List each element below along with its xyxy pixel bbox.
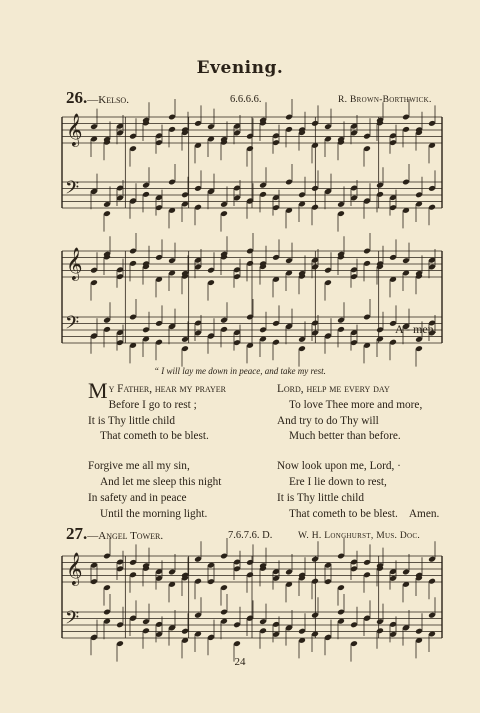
verse-line: And let me sleep this night <box>100 475 222 488</box>
hymn-27-tune: —Angel Tower. <box>87 530 164 542</box>
verse-line: Before I go to rest ; <box>108 398 197 411</box>
verse-line: That cometh to be blest. <box>100 430 209 443</box>
hymn-26-column-2 <box>277 382 439 522</box>
verse-line: Until the morning light. <box>100 507 208 520</box>
staff-systems <box>62 99 442 662</box>
verse-line: To love Thee more and more, <box>289 398 423 411</box>
amen-label: A - men. <box>395 322 437 336</box>
hymn-27-meter: 7.6.7.6. D. <box>228 530 273 541</box>
hymn-26-meter: 6.6.6.6. <box>230 94 262 105</box>
page-number: 24 <box>234 656 246 668</box>
amen-text: Amen. <box>408 507 440 520</box>
hymn-27-composer: W. H. Longhurst, Mus. Doc. <box>298 531 421 541</box>
bass-clef: 𝄢 <box>65 608 80 633</box>
verse-line: In safety and in peace <box>88 491 187 504</box>
bass-clef: 𝄢 <box>65 313 80 338</box>
treble-clef: 𝄞 <box>66 113 83 146</box>
hymn-26-number: 26. <box>66 88 88 107</box>
verse-line: Forgive me all my sin, <box>88 460 190 473</box>
verse-line: Much better than before. <box>289 430 401 443</box>
hymn-26-composer: R. Brown-Borthwick. <box>338 95 432 105</box>
hymn-26-tune: —Kelso. <box>87 94 129 106</box>
scripture-caption: “ I will lay me down in peace, and take my rest. <box>154 366 326 376</box>
hymn-26-column-1 <box>88 378 227 522</box>
section-title: Evening. <box>196 58 284 78</box>
verse-line: That cometh to be blest. Amen. <box>289 507 440 520</box>
verse-line: It is Thy little child <box>88 414 176 427</box>
treble-clef: 𝄞 <box>66 552 83 585</box>
verse-line: Ere I lie down to rest, <box>289 475 387 488</box>
bass-clef: 𝄢 <box>65 178 80 203</box>
drop-cap: M <box>88 378 108 403</box>
verse-line: My Father, hear my prayer <box>88 378 227 403</box>
verse-line: And try to do Thy will <box>277 414 379 427</box>
hymn-27-number: 27. <box>66 524 88 543</box>
verse-line: Lord, help me every day <box>277 383 390 395</box>
hymn-27-header <box>66 524 163 544</box>
verse-line: It is Thy little child <box>277 491 365 504</box>
verse-line: Now look upon me, Lord, · <box>277 460 401 473</box>
treble-clef: 𝄞 <box>66 247 83 280</box>
